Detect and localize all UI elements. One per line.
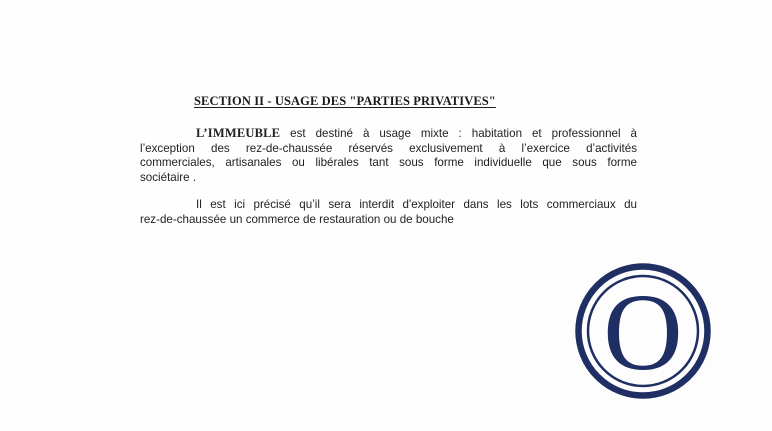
paragraph-line: commerciales, artisanales ou libérales tant sous forme individuelle que sous forme xyxy=(140,156,637,169)
paragraph-line: l’exception des rez-de-chaussée réservés exclusivement à l’exercice d’activités xyxy=(140,141,637,155)
paragraph-line: rez-de-chaussée un commerce de restauration ou de bouche xyxy=(140,212,454,226)
paragraph-line: Il est ici précisé qu’il sera interdit d'exploiter dans les lots commerciaux du xyxy=(196,198,637,211)
logo-letter: O xyxy=(603,271,683,393)
o-monogram-logo-icon xyxy=(574,262,712,400)
paragraph-line: sociétaire . xyxy=(140,170,197,184)
paragraph-line-text: est destiné à usage mixte : habitation et professionnel à xyxy=(280,127,637,140)
paragraph-restriction xyxy=(140,198,637,227)
paragraph-line xyxy=(140,126,637,142)
paragraph-usage xyxy=(140,126,637,185)
section-heading: SECTION II - USAGE DES "PARTIES PRIVATIVES" xyxy=(194,94,496,108)
immeuble-term: L’IMMEUBLE xyxy=(196,126,281,140)
